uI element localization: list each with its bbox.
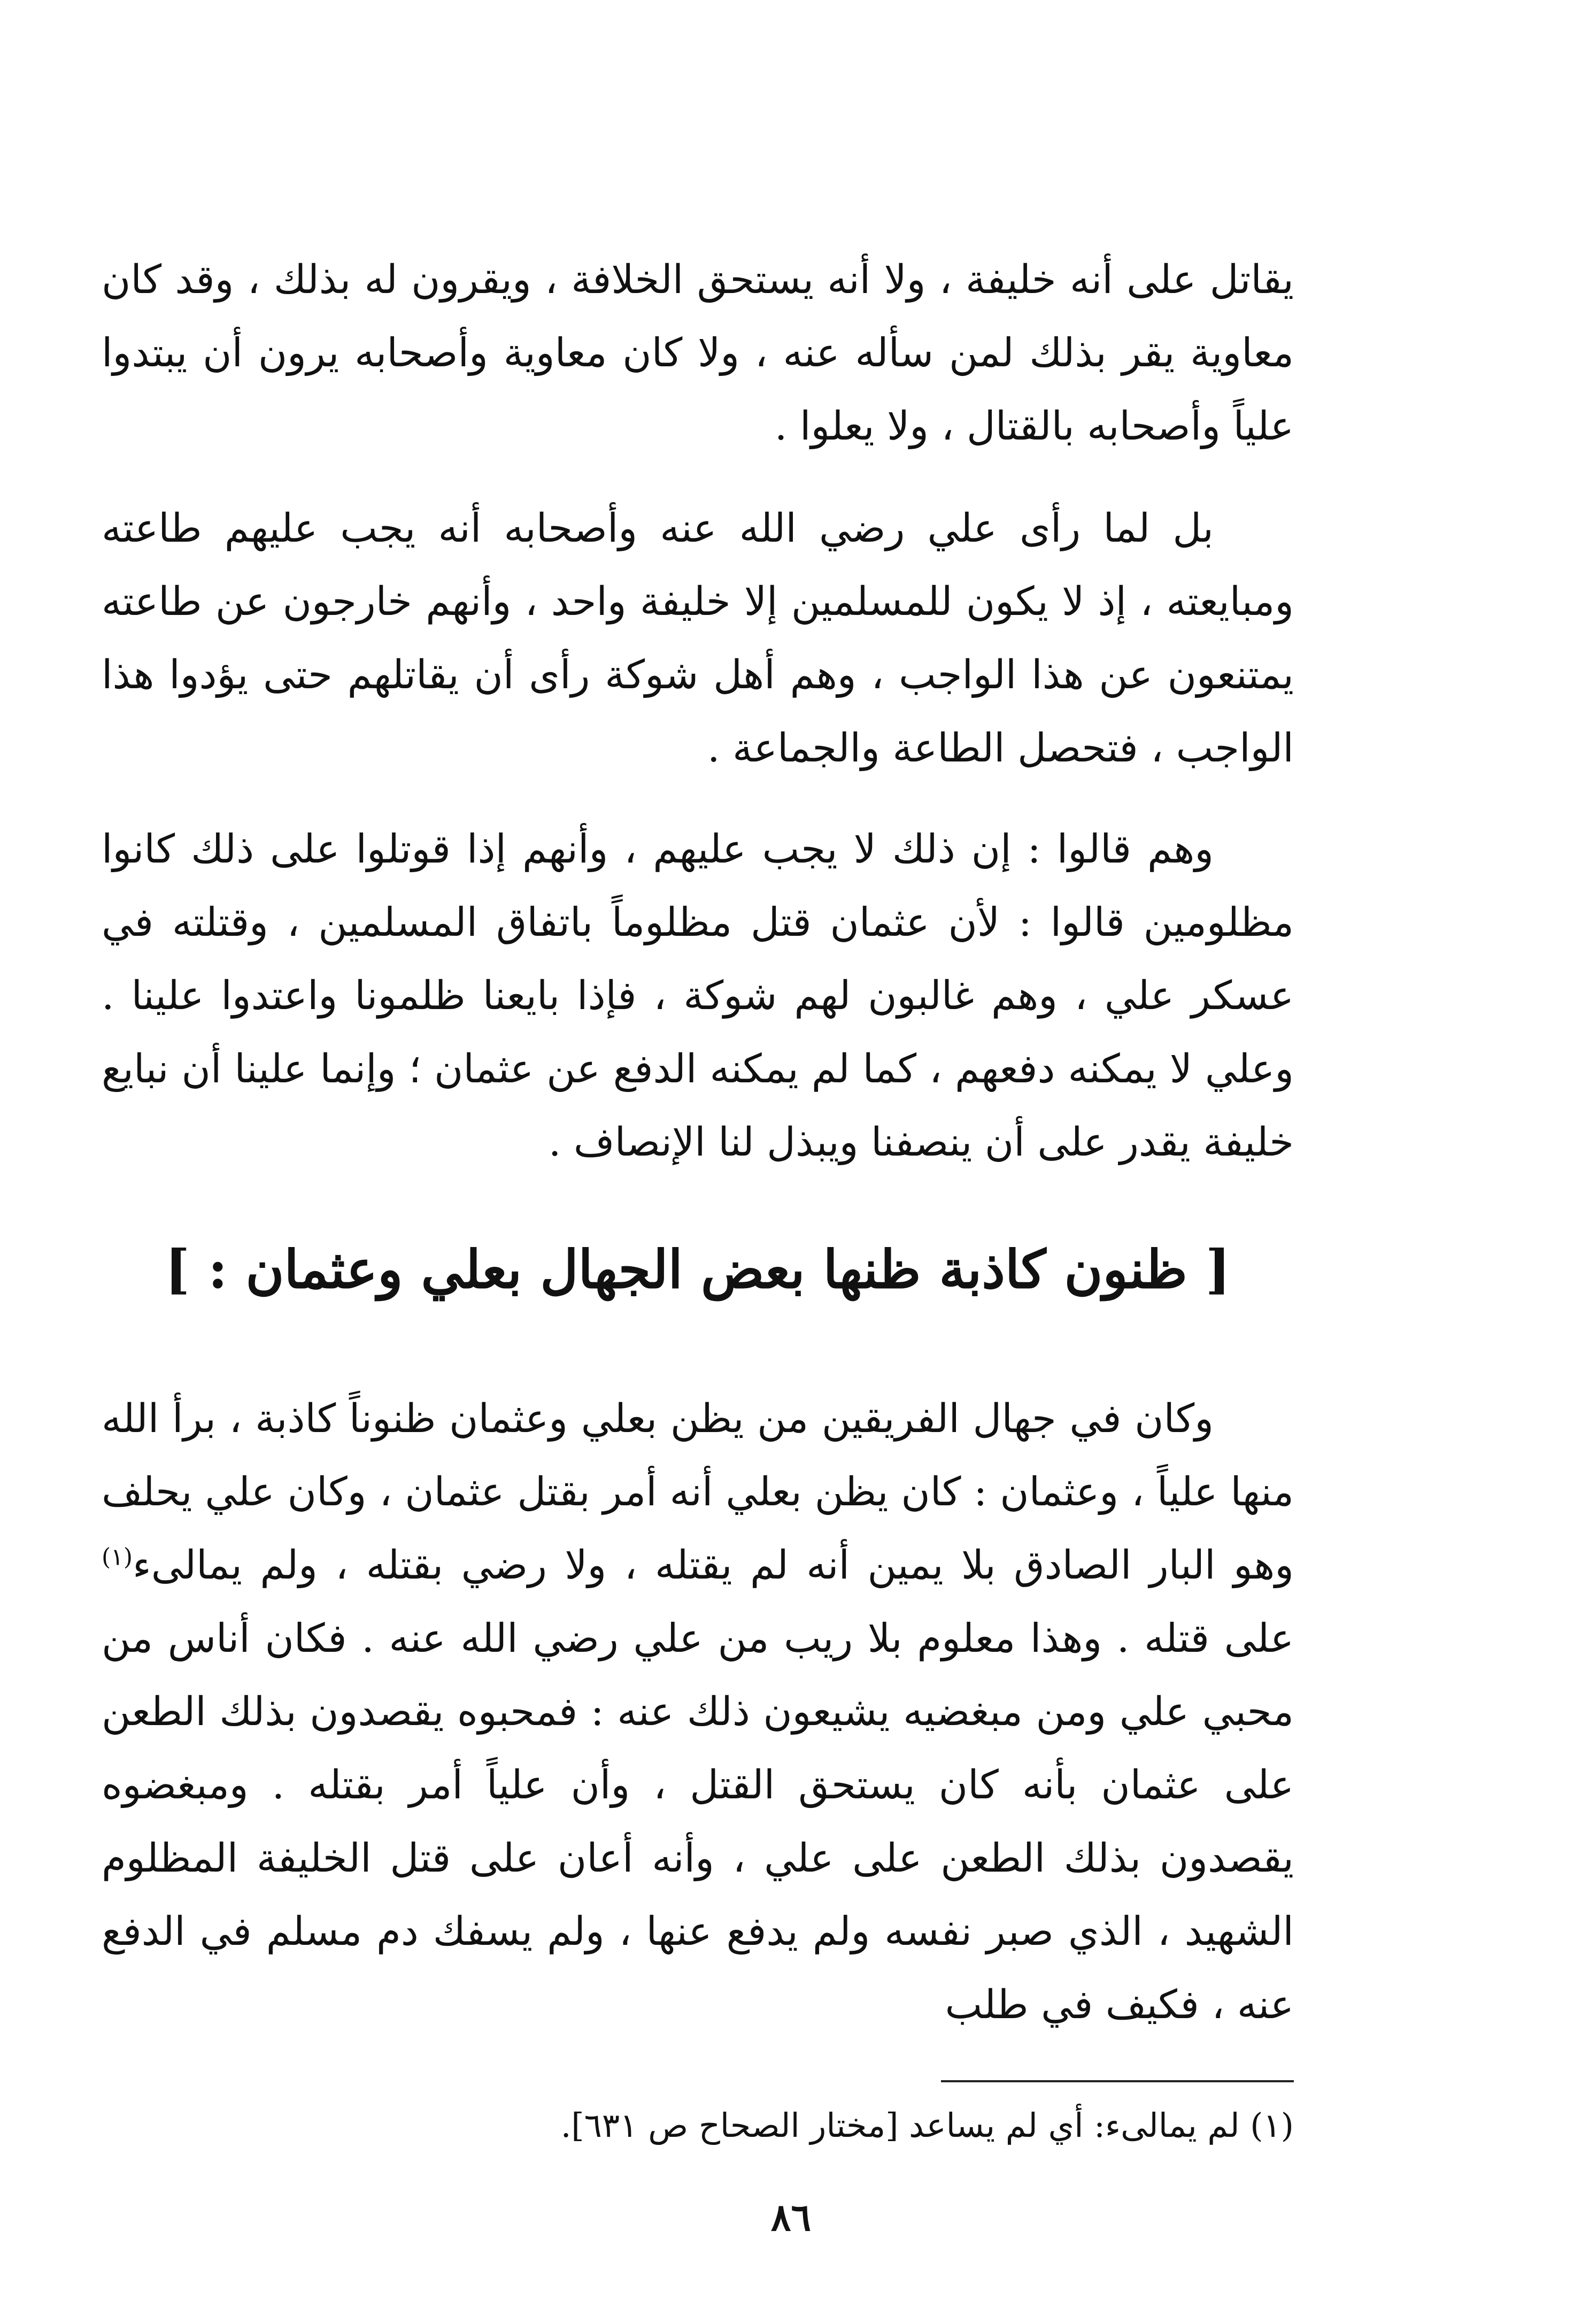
paragraph-text: وهم قالوا : إن ذلك لا يجب عليهم ، وأنهم إذا قوتلوا على ذلك كانوا مظلومين قالوا : لأن عثمان قتل مظلوماً باتفاق المسلمين ، وقتلته في عسكر علي ، وهم غالبون لهم شوكة ، فإذا بايعنا ظلمونا واعتدوا علينا . وعلي لا يمكنه دفعهم ، كما لم يمكنه الدفع عن عثمان ؛ وإنما علينا أن نبايع خليفة يقدر على أن ينصفنا ويبذل لنا الإنصاف . [102,826,1294,1165]
paragraph-text: بل لما رأى علي رضي الله عنه وأصحابه أنه يجب عليهم طاعته ومبايعته ، إذ لا يكون للمسلمين إلا خليفة واحد ، وأنهم خارجون عن طاعته يمتنعون عن هذا الواجب ، وهم أهل شوكة رأى أن يقاتلهم حتى يؤدوا هذا الواجب ، فتحصل الطاعة والجماعة . [102,505,1294,771]
section-heading: [ ظنون كاذبة ظنها بعض الجهال بعلي وعثمان : ] [165,1239,1231,1300]
footnote: (١) لم يمالىء: أي لم يساعد [مختار الصحاح ص ٦٣١]. [560,2106,1294,2145]
paragraph-2 [102,492,1294,785]
paragraph-4 [102,1382,1294,2042]
paragraph-text-after-note: على قتله . وهذا معلوم بلا ريب من علي رضي الله عنه . فكان أناس من محبي علي ومن مبغضيه يشيعون ذلك عنه : فمحبوه يقصدون بذلك الطعن على عثمان بأنه كان يستحق القتل ، وأن علياً أمر بقتله . ومبغضوه يقصدون بذلك الطعن على علي ، وأنه أعان على قتل الخليفة المظلوم الشهيد ، الذي صبر نفسه ولم يدفع عنها ، ولم يسفك دم مسلم في الدفع عنه ، فكيف في طلب [102,1615,1294,2028]
footnote-reference: (١) [102,1543,133,1571]
paragraph-3 [102,813,1294,1179]
page-number: ٨٦ [770,2195,812,2240]
footnote-divider [941,2080,1294,2082]
paragraph-text-before-note: وكان في جهال الفريقين من يظن بعلي وعثمان ظنوناً كاذبة ، برأ الله منها علياً ، وعثمان : كان يظن بعلي أنه أمر بقتل عثمان ، وكان علي يحلف وهو البار الصادق بلا يمين أنه لم يقتله ، ولا رضي بقتله ، ولم يمالىء [102,1396,1294,1588]
paragraph-text: يقاتل على أنه خليفة ، ولا أنه يستحق الخلافة ، ويقرون له بذلك ، وقد كان معاوية يقر بذلك لمن سأله عنه ، ولا كان معاوية وأصحابه يرون أن يبتدوا علياً وأصحابه بالقتال ، ولا يعلوا . [102,257,1294,449]
paragraph-text [102,1382,1294,2042]
paragraph-1 [102,243,1294,463]
